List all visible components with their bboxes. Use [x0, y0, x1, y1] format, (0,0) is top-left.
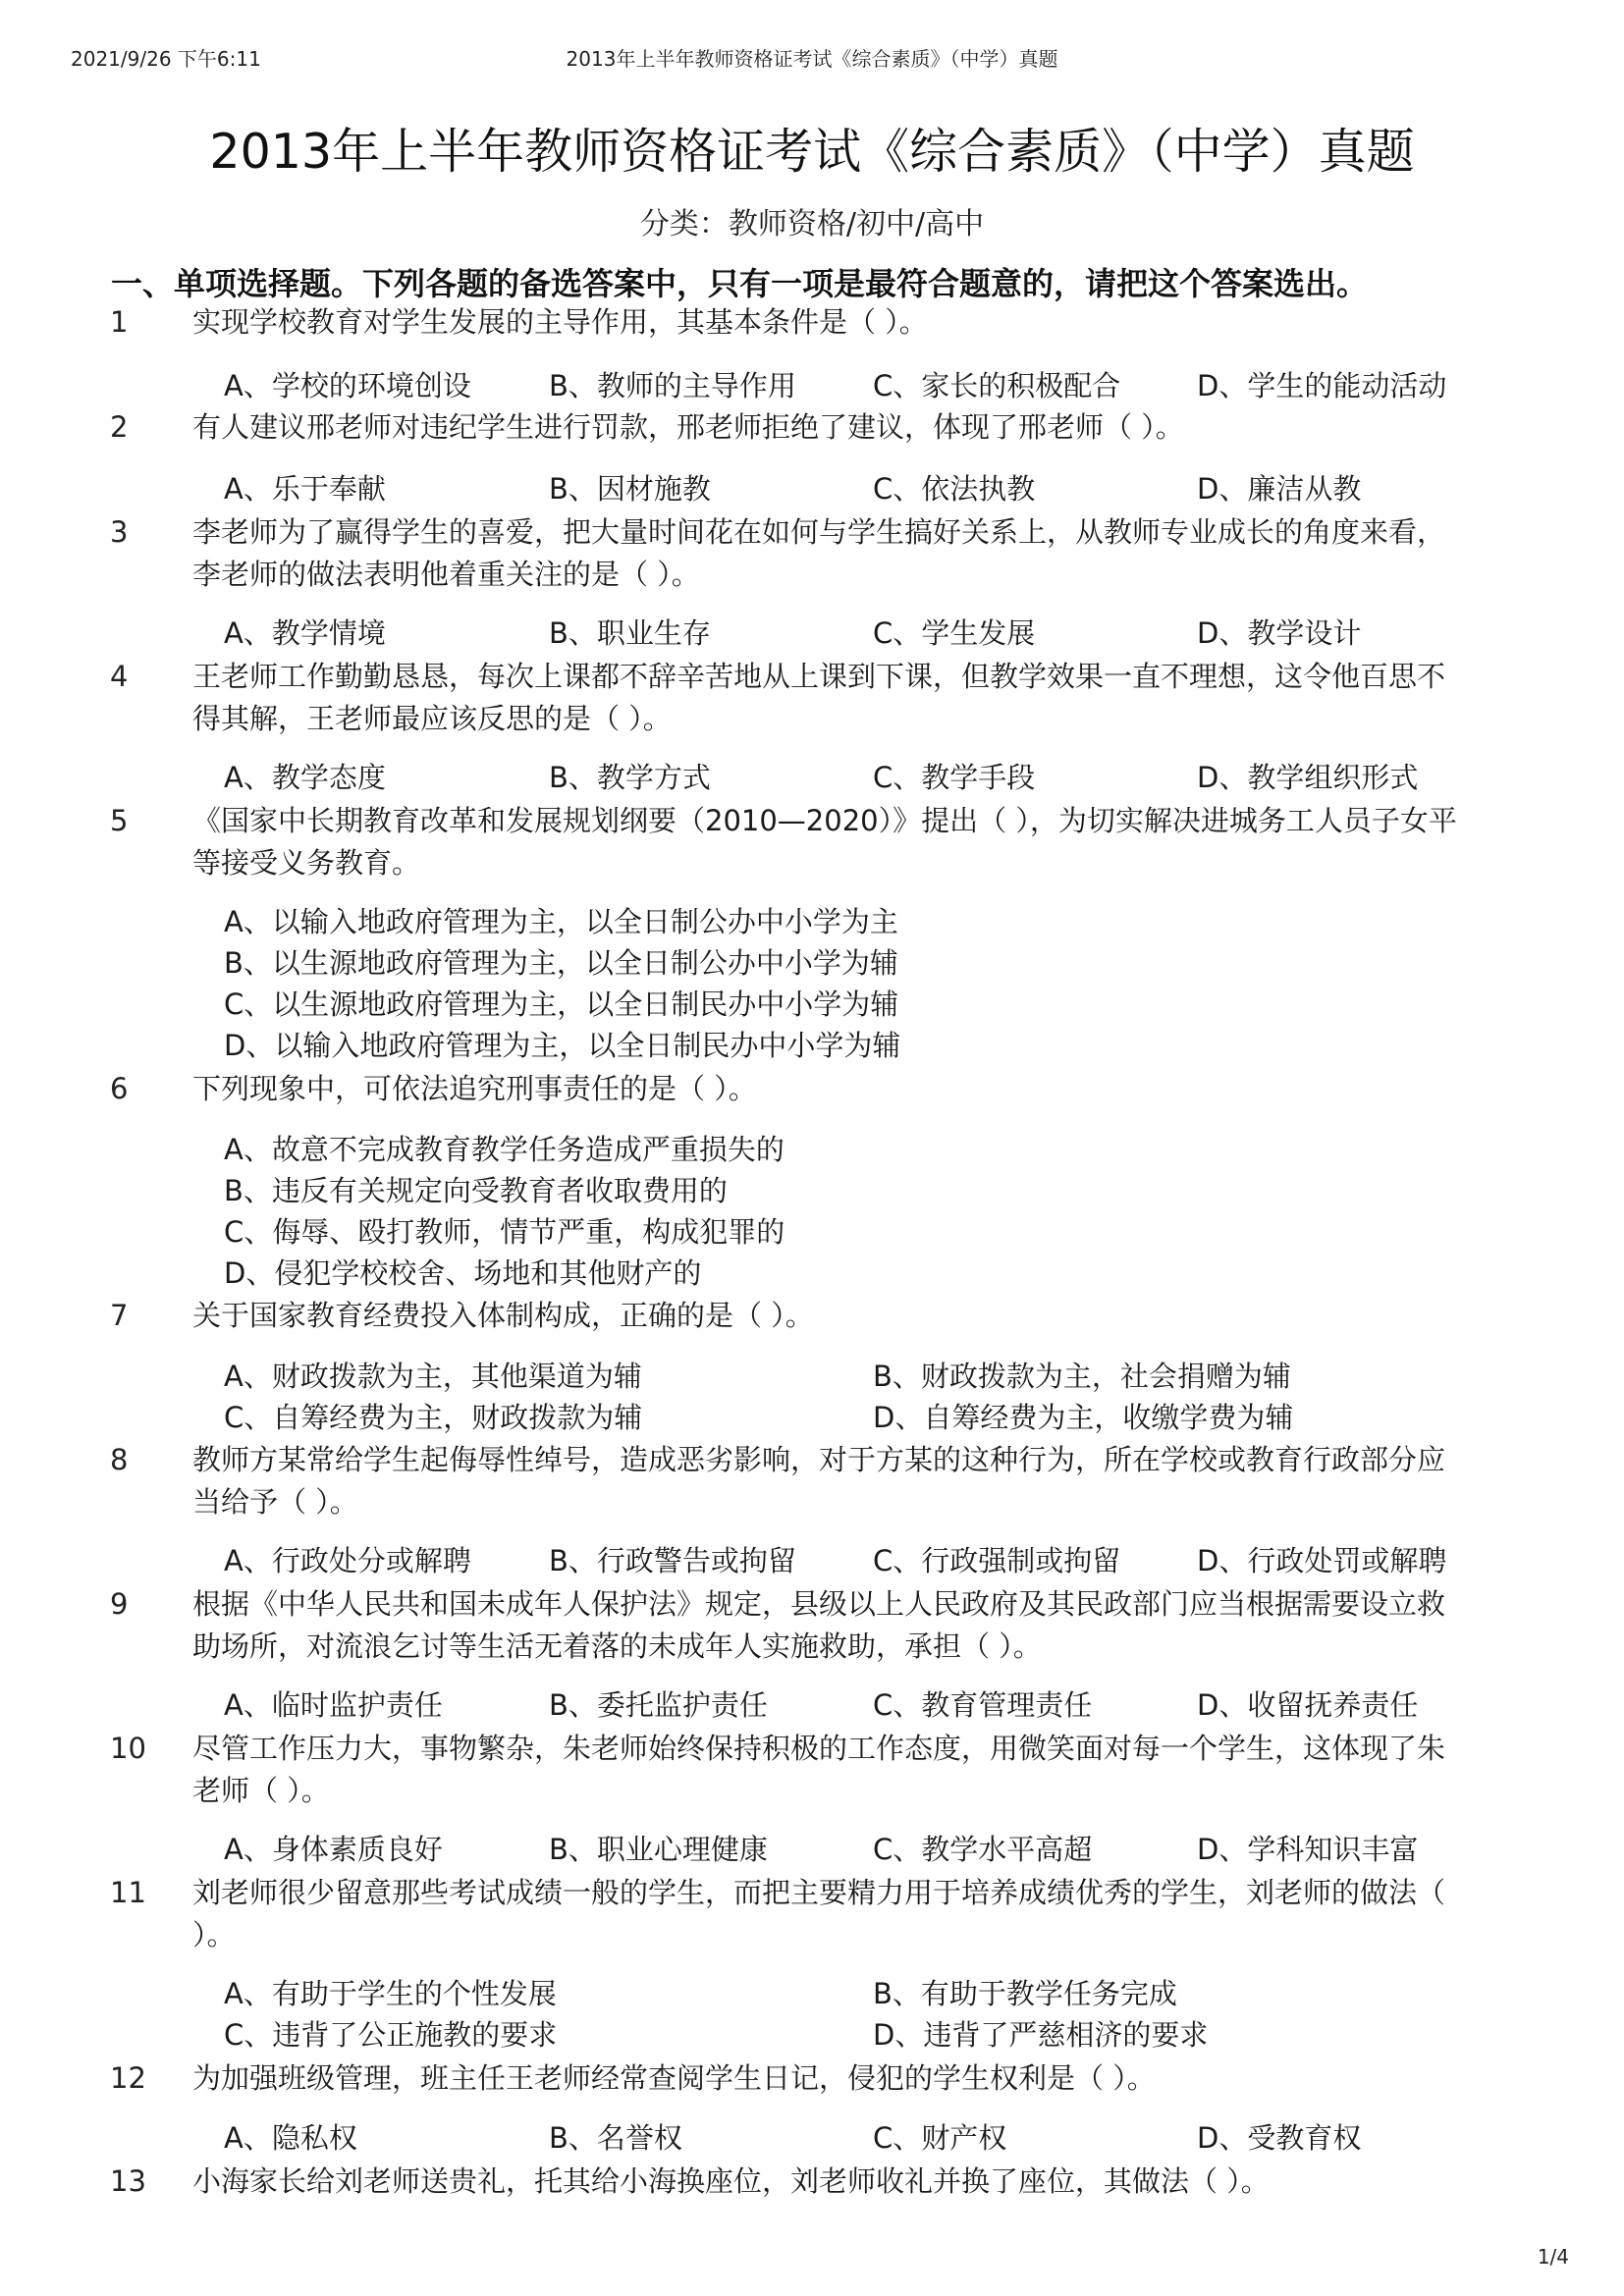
- option-b: B、教师的主导作用: [549, 369, 796, 402]
- option-c: C、行政强制或拘留: [873, 1544, 1121, 1577]
- option-d: D、教学组织形式: [1197, 761, 1419, 794]
- option-a: A、临时监护责任: [224, 1688, 443, 1722]
- option-b: B、委托监护责任: [549, 1688, 768, 1722]
- question-text: 王老师工作勤勤恳恳，每次上课都不辞辛苦地从上课到下课，但教学效果一直不理想，这令他百思不得其解，王老师最应该反思的是（ ）。: [192, 660, 1446, 735]
- option-c: C、依法执教: [873, 472, 1036, 506]
- option-c: C、教学水平高超: [873, 1833, 1093, 1866]
- option-d: D、学生的能动活动: [1197, 369, 1447, 402]
- option-c: C、以生源地政府管理为主，以全日制民办中小学为辅: [224, 988, 899, 1021]
- option-d: D、受教育权: [1197, 2121, 1362, 2155]
- option-d: D、收留抚养责任: [1197, 1688, 1419, 1722]
- option-d: D、学科知识丰富: [1197, 1833, 1419, 1866]
- question-number: 12: [110, 2061, 146, 2095]
- option-a: A、故意不完成教育教学任务造成严重损失的: [224, 1133, 785, 1166]
- option-c: C、财产权: [873, 2121, 1007, 2155]
- question-number: 13: [110, 2164, 146, 2198]
- option-a: A、有助于学生的个性发展: [224, 1977, 557, 2010]
- option-d: D、侵犯学校校舍、场地和其他财产的: [224, 1256, 702, 1290]
- option-c: C、学生发展: [873, 616, 1036, 650]
- question-number: 7: [110, 1299, 129, 1332]
- question-number: 11: [110, 1876, 146, 1909]
- question-text: 下列现象中，可依法追究刑事责任的是（ ）。: [192, 1072, 757, 1105]
- option-d: D、违背了严慈相济的要求: [873, 2018, 1209, 2052]
- option-a: A、教学态度: [224, 761, 386, 794]
- option-c: C、侮辱、殴打教师，情节严重，构成犯罪的: [224, 1215, 785, 1249]
- question-number: 9: [110, 1587, 129, 1621]
- option-b: B、教学方式: [549, 761, 711, 794]
- option-d: D、行政处罚或解聘: [1197, 1544, 1447, 1577]
- option-b: B、有助于教学任务完成: [873, 1977, 1177, 2010]
- option-b: B、违反有关规定向受教育者收取费用的: [224, 1174, 728, 1207]
- option-b: B、财政拨款为主，社会捐赠为辅: [873, 1360, 1291, 1393]
- option-d: D、自筹经费为主，收缴学费为辅: [873, 1401, 1294, 1434]
- question-text: 小海家长给刘老师送贵礼，托其给小海换座位，刘老师收礼并换了座位，其做法（ ）。: [192, 2164, 1270, 2198]
- option-a: A、行政处分或解聘: [224, 1544, 471, 1577]
- option-a: A、财政拨款为主，其他渠道为辅: [224, 1360, 642, 1393]
- print-datetime: 2021/9/26 下午6:11: [71, 47, 261, 71]
- option-c: C、教学手段: [873, 761, 1036, 794]
- question-number: 8: [110, 1443, 129, 1476]
- document-category: 分类：教师资格/初中/高中: [639, 207, 985, 241]
- option-b: B、因材施教: [549, 472, 711, 506]
- option-c: C、教育管理责任: [873, 1688, 1093, 1722]
- question-text: 尽管工作压力大，事物繁杂，朱老师始终保持积极的工作态度，用微笑面对每一个学生，这体现了朱老师（ ）。: [192, 1732, 1446, 1807]
- option-b: B、以生源地政府管理为主，以全日制公办中小学为辅: [224, 946, 898, 980]
- option-c: C、家长的积极配合: [873, 369, 1121, 402]
- option-a: A、学校的环境创设: [224, 369, 471, 402]
- option-a: A、身体素质良好: [224, 1833, 443, 1866]
- option-c: C、违背了公正施教的要求: [224, 2018, 558, 2052]
- question-text: 李老师为了赢得学生的喜爱，把大量时间花在如何与学生搞好关系上，从教师专业成长的角度来看，李老师的做法表明他着重关注的是（ ）。: [192, 515, 1446, 591]
- document-title: 2013年上半年教师资格证考试《综合素质》（中学）真题: [209, 124, 1415, 180]
- option-a: A、乐于奉献: [224, 472, 386, 506]
- option-b: B、名誉权: [549, 2121, 682, 2155]
- question-number: 3: [110, 515, 129, 549]
- question-text: 根据《中华人民共和国未成年人保护法》规定，县级以上人民政府及其民政部门应当根据需要设立救助场所，对流浪乞讨等生活无着落的未成年人实施救助，承担（ ）。: [192, 1587, 1446, 1663]
- option-d: D、廉洁从教: [1197, 472, 1362, 506]
- question-text: 为加强班级管理，班主任王老师经常查阅学生日记，侵犯的学生权利是（ ）。: [192, 2061, 1156, 2095]
- print-page-title: 2013年上半年教师资格证考试《综合素质》（中学）真题: [566, 47, 1058, 71]
- question-text: 刘老师很少留意那些考试成绩一般的学生，而把主要精力用于培养成绩优秀的学生，刘老师的做法（ ）。: [192, 1876, 1446, 1951]
- question-text: 实现学校教育对学生发展的主导作用，其基本条件是（ ）。: [192, 305, 928, 339]
- option-c: C、自筹经费为主，财政拨款为辅: [224, 1401, 643, 1434]
- section-heading: 一、单项选择题。下列各题的备选答案中，只有一项是最符合题意的，请把这个答案选出。: [111, 265, 1369, 302]
- question-number: 1: [110, 305, 129, 339]
- question-number: 2: [110, 410, 129, 444]
- option-b: B、职业生存: [549, 616, 711, 650]
- option-a: A、以输入地政府管理为主，以全日制公办中小学为主: [224, 905, 898, 938]
- option-d: D、教学设计: [1197, 616, 1362, 650]
- option-b: B、行政警告或拘留: [549, 1544, 796, 1577]
- question-text: 《国家中长期教育改革和发展规划纲要（2010—2020）》提出（ ），为切实解决进城务工人员子女平等接受义务教育。: [192, 804, 1457, 880]
- question-number: 5: [110, 804, 129, 837]
- question-text: 教师方某常给学生起侮辱性绰号，造成恶劣影响，对于方某的这种行为，所在学校或教育行政部分应当给予（ ）。: [192, 1443, 1446, 1519]
- question-number: 6: [110, 1072, 129, 1105]
- option-b: B、职业心理健康: [549, 1833, 768, 1866]
- option-d: D、以输入地政府管理为主，以全日制民办中小学为辅: [224, 1029, 901, 1062]
- question-number: 4: [110, 660, 129, 693]
- page-number: 1/4: [1537, 2245, 1569, 2269]
- option-a: A、教学情境: [224, 616, 386, 650]
- question-text: 关于国家教育经费投入体制构成，正确的是（ ）。: [192, 1299, 814, 1332]
- option-a: A、隐私权: [224, 2121, 357, 2155]
- question-text: 有人建议邢老师对违纪学生进行罚款，邢老师拒绝了建议，体现了邢老师（ ）。: [192, 410, 1184, 444]
- question-number: 10: [110, 1732, 146, 1765]
